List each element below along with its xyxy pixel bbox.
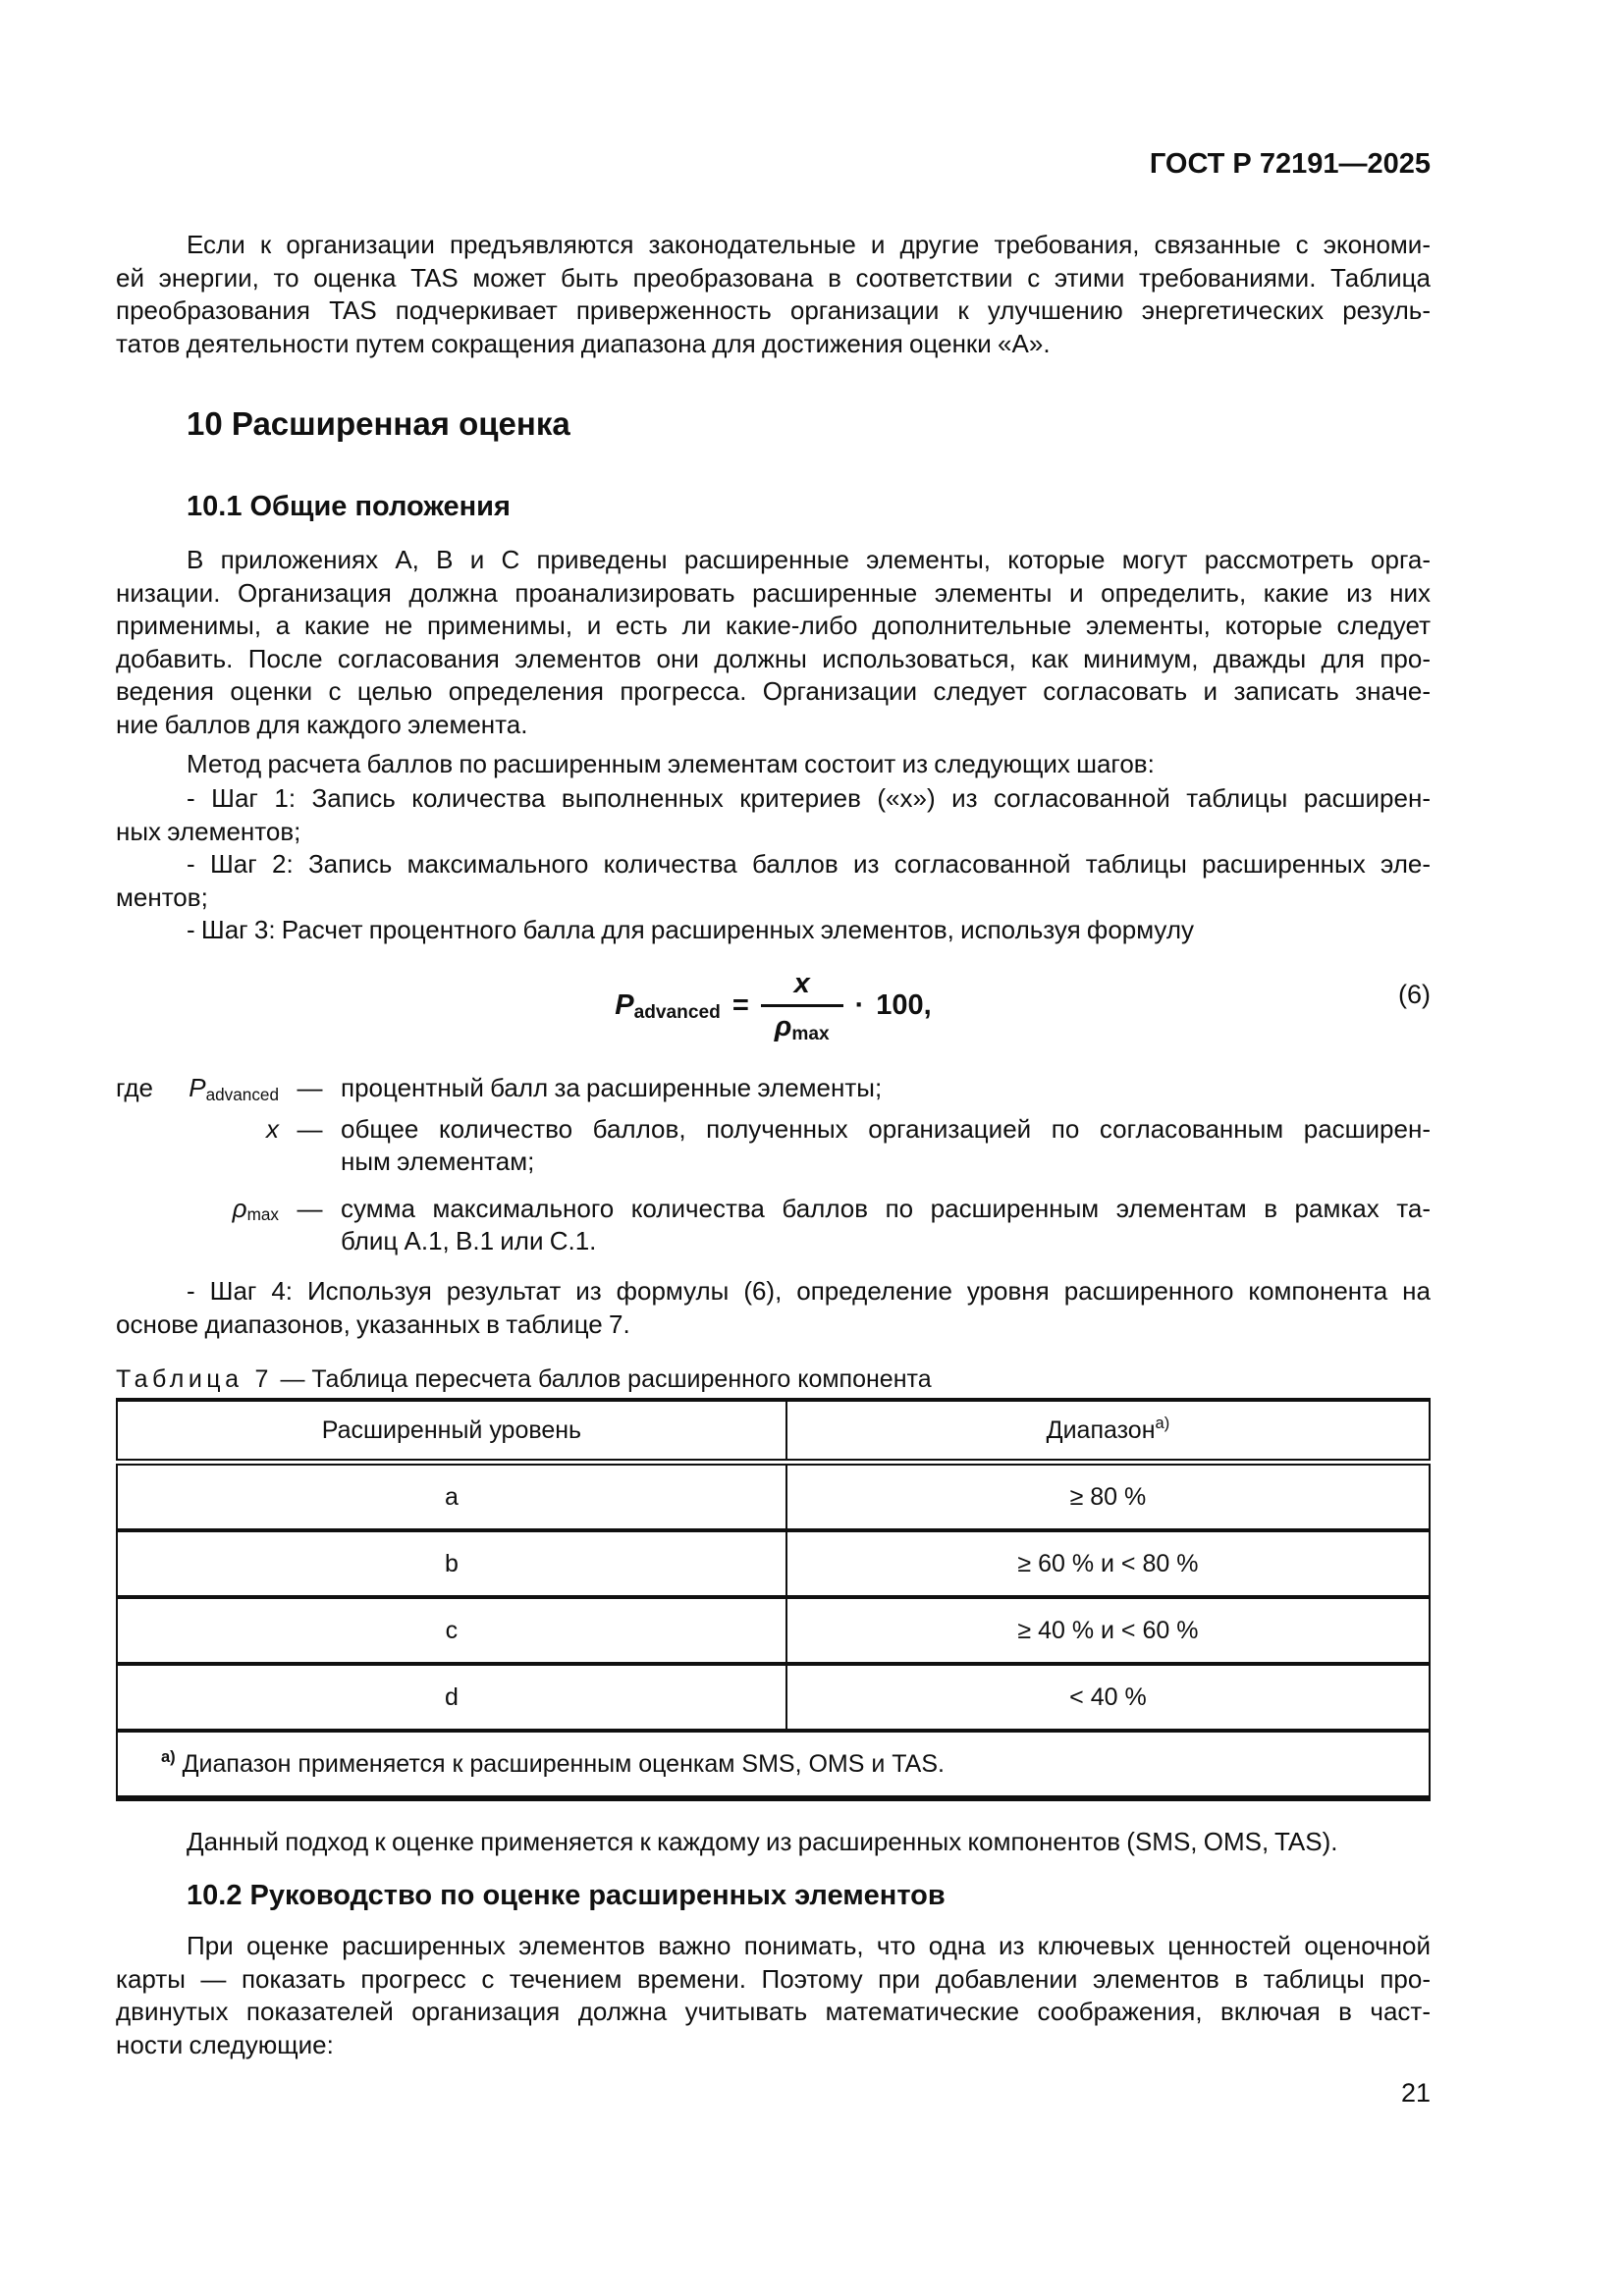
table-row xyxy=(117,1597,1430,1664)
step-2-paragraph xyxy=(116,848,1431,914)
paragraph-line: Если к организации предъявляются законодательные и другие требования, связанные с экономи- xyxy=(187,230,1431,259)
definition-row xyxy=(116,1113,1431,1179)
formula-expression xyxy=(615,968,931,1043)
table-caption-text: Таблица пересчета баллов расширенного компонента xyxy=(311,1365,932,1393)
paragraph-line: Данный подход к оценке применяется к каждому из расширенных компонентов (SMS, OMS, TAS). xyxy=(187,1827,1338,1856)
paragraph-line: добавить. После согласования элементов они должны использоваться, как минимум, дважды для про- xyxy=(116,643,1431,673)
paragraph-line: ных элементов; xyxy=(116,816,301,846)
table-cell-range: ≥ 40 % и < 60 % xyxy=(786,1597,1430,1664)
footnote-text: Диапазон применяется к расширенным оценкам SMS, OMS и TAS. xyxy=(182,1749,945,1778)
fraction xyxy=(761,968,843,1043)
range-footnote-marker: а) xyxy=(1155,1415,1170,1433)
step-3-paragraph xyxy=(116,914,1431,947)
table-caption-dash: — xyxy=(280,1365,305,1393)
table-header-row xyxy=(117,1400,1430,1463)
paragraph-line: татов деятельности путем сокращения диапазона для достижения оценки «А». xyxy=(116,328,1051,358)
paragraph-line: ведения оценки с целью определения прогресса. Организации следует согласовать и записать значе- xyxy=(116,676,1431,706)
multiplication-dot: · xyxy=(854,988,865,1021)
doc-code-header: ГОСТ Р 72191—2025 xyxy=(1149,148,1431,180)
table-row xyxy=(117,1463,1430,1531)
table-cell-range: ≥ 80 % xyxy=(1069,1482,1147,1511)
section-10-2-heading: 10.2 Руководство по оценке расширенных элементов xyxy=(187,1880,946,1911)
table-footnote xyxy=(117,1731,1430,1798)
definition-term: x xyxy=(266,1113,279,1144)
definition-text: сумма максимального количества баллов по расширенным элементам в рамках та- блиц А.1, В.1 или С.1. xyxy=(341,1193,1431,1255)
closing-paragraph xyxy=(116,1826,1431,1859)
section-10-heading: 10 Расширенная оценка xyxy=(187,405,570,442)
formula-6 xyxy=(116,954,1431,1056)
table-header-cell-level: Расширенный уровень xyxy=(117,1400,786,1463)
where-word: где xyxy=(116,1073,153,1102)
paragraph-line: двинутых показателей организация должна учитывать математические соображения, включая в част- xyxy=(116,1997,1431,2026)
paragraph-line: Метод расчета баллов по расширенным элементам состоит из следующих шагов: xyxy=(187,749,1155,778)
table-caption-number: 7 xyxy=(254,1365,269,1393)
paragraph-line: основе диапазонов, указанных в таблице 7. xyxy=(116,1308,630,1339)
definition-term: $\rho_{max}$ xyxy=(232,1193,279,1225)
paragraph-line: - Шаг 1: Запись количества выполненных критериев («х») из согласованной таблицы расширен- xyxy=(187,783,1431,813)
table-caption-word: Таблица xyxy=(116,1365,244,1393)
definition-dash: — xyxy=(297,1113,323,1144)
where-block xyxy=(116,1072,1431,1258)
footnote-marker: а) xyxy=(161,1748,176,1767)
paragraph-line: низации. Организация должна проанализировать расширенные элементы и определить, какие из них xyxy=(116,577,1431,608)
paragraph-line: - Шаг 4: Используя результат из формулы (6), определение уровня расширенного компонента на xyxy=(187,1276,1431,1306)
definition-dash: — xyxy=(297,1073,323,1102)
definition-row xyxy=(116,1072,1431,1105)
table-7-caption xyxy=(116,1364,1431,1395)
definition-row xyxy=(116,1193,1431,1258)
paragraph-line: В приложениях А, В и С приведены расширенные элементы, которые могут рассмотреть орга- xyxy=(187,545,1431,574)
definition-text: общее количество баллов, полученных организацией по согласованным расширен- ным элементам; xyxy=(341,1113,1431,1176)
step-4-paragraph xyxy=(116,1275,1431,1341)
fraction-numerator: x xyxy=(793,967,810,999)
definition-text: процентный балл за расширенные элементы; xyxy=(341,1073,883,1102)
equals-sign: = xyxy=(731,988,749,1021)
table-cell-range: < 40 % xyxy=(786,1664,1430,1731)
fraction-denominator: $\rho_{max}$ xyxy=(761,1004,843,1043)
page-number: 21 xyxy=(1400,2078,1431,2108)
table-footnote-row xyxy=(117,1731,1430,1798)
section-10-1-heading: 10.1 Общие положения xyxy=(187,491,511,522)
intro-paragraph xyxy=(116,229,1431,360)
paragraph-line: ние баллов для каждого элемента. xyxy=(116,709,528,739)
table-cell-level: b xyxy=(117,1530,786,1597)
formula-lhs: $P_{advanced}$ xyxy=(615,988,721,1023)
paragraph-line: преобразования TAS подчеркивает приверженность организации к улучшению энергетических резуль- xyxy=(116,295,1431,325)
definition-term: $P_{advanced}$ xyxy=(189,1073,279,1104)
method-paragraph xyxy=(116,748,1431,781)
paragraph-line: - Шаг 2: Запись максимального количества баллов из согласованной таблицы расширенных эле- xyxy=(187,849,1431,879)
table-cell-level: d xyxy=(117,1664,786,1731)
table-7 xyxy=(116,1398,1431,1801)
paragraph-line: применимы, а какие не применимы, и есть ли какие-либо дополнительные элементы, которые следует xyxy=(116,611,1431,640)
paragraph-line: ментов; xyxy=(116,881,208,912)
table-cell-level: a xyxy=(117,1463,786,1531)
formula-factor: 100, xyxy=(876,988,932,1021)
table-row xyxy=(117,1664,1430,1731)
table-cell-level: c xyxy=(117,1597,786,1664)
table-cell-range: ≥ 60 % и < 80 % xyxy=(786,1530,1430,1597)
formula-number: (6) xyxy=(1398,980,1431,1009)
paragraph-line: - Шаг 3: Расчет процентного балла для расширенных элементов, используя формулу xyxy=(187,915,1195,944)
paragraph-line: карты — показать прогресс с течением времени. Поэтому при добавлении элементов в таблицы про- xyxy=(116,1963,1431,1994)
table-header-cell-range: Диапазон$^{а)}$ xyxy=(786,1400,1430,1463)
table-row xyxy=(117,1530,1430,1597)
step-1-paragraph xyxy=(116,782,1431,848)
paragraph-line: При оценке расширенных элементов важно понимать, что одна из ключевых ценностей оценочной xyxy=(187,1931,1431,1960)
paragraph-line: ности следующие: xyxy=(116,2029,334,2059)
section-10-1-paragraph xyxy=(116,544,1431,741)
section-10-2-paragraph xyxy=(116,1930,1431,2061)
paragraph-line: ей энергии, то оценка TAS может быть преобразована в соответствии с этими требованиями. Таблица xyxy=(116,262,1431,293)
definition-dash: — xyxy=(297,1193,323,1223)
